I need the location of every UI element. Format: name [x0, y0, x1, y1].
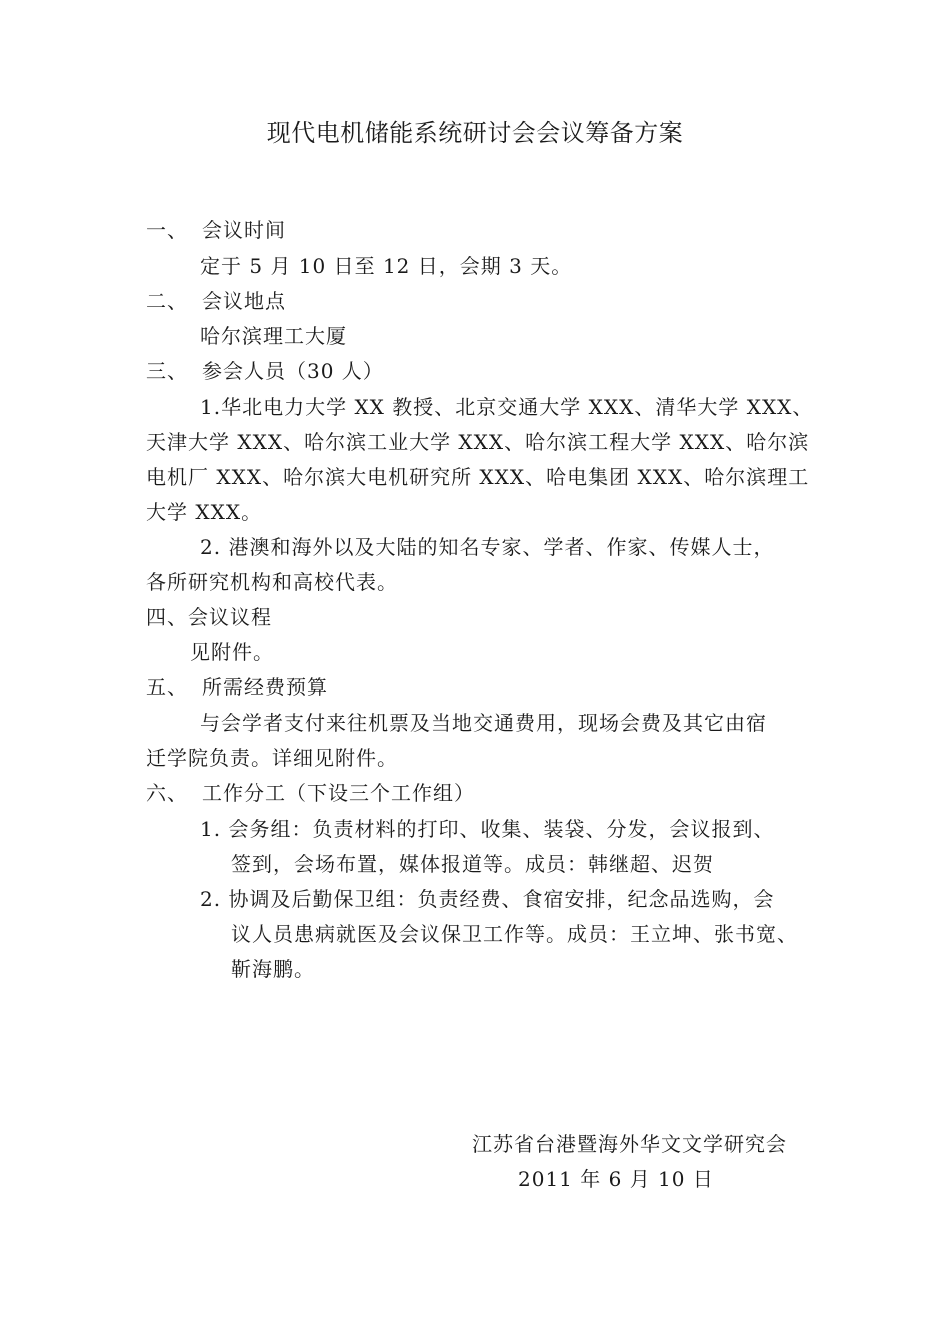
- signature-date: 2011 年 6 月 10 日: [518, 1167, 714, 1191]
- section-2-line-1: 哈尔滨理工大厦: [200, 324, 347, 348]
- section-3-line-6: 各所研究机构和高校代表。: [146, 570, 398, 594]
- section-number: 六、: [146, 781, 188, 805]
- section-5-line-2: 迁学院负责。详细见附件。: [146, 746, 398, 770]
- section-number: 四、: [146, 605, 188, 629]
- section-title: 会议议程: [188, 605, 272, 629]
- section-title: 工作分工（下设三个工作组）: [202, 781, 475, 805]
- section-6-heading: [146, 779, 475, 807]
- section-4-heading: [146, 603, 272, 631]
- section-number: 五、: [146, 675, 188, 699]
- section-title: 参会人员（30 人）: [202, 359, 384, 383]
- section-2-heading: [146, 287, 286, 315]
- section-1-heading: [146, 216, 286, 244]
- section-3-line-1: 1.华北电力大学 XX 教授、北京交通大学 XXX、清华大学 XXX、: [200, 395, 814, 419]
- section-title: 会议地点: [202, 289, 286, 313]
- section-5-line-1: 与会学者支付来往机票及当地交通费用，现场会费及其它由宿: [200, 711, 767, 735]
- section-5-heading: [146, 673, 328, 701]
- section-3-line-5: 2. 港澳和海外以及大陆的知名专家、学者、作家、传媒人士，: [200, 535, 775, 559]
- section-number: 二、: [146, 289, 188, 313]
- section-6-line-2: 签到，会场布置，媒体报道等。成员：韩继超、迟贺: [231, 852, 714, 876]
- section-number: 一、: [146, 218, 188, 242]
- section-title: 会议时间: [202, 218, 286, 242]
- section-title: 所需经费预算: [202, 675, 328, 699]
- section-1-line-1: 定于 5 月 10 日至 12 日，会期 3 天。: [200, 254, 573, 278]
- section-6-line-4: 议人员患病就医及会议保卫工作等。成员：王立坤、张书宽、: [231, 922, 798, 946]
- section-number: 三、: [146, 359, 188, 383]
- signature-organization: 江苏省台港暨海外华文文学研究会: [472, 1132, 787, 1156]
- section-6-line-5: 靳海鹏。: [231, 957, 315, 981]
- section-3-heading: [146, 357, 384, 385]
- document-title: 现代电机储能系统研讨会会议筹备方案: [266, 119, 684, 147]
- section-6-line-3: 2. 协调及后勤保卫组：负责经费、食宿安排，纪念品选购，会: [200, 887, 775, 911]
- section-3-line-4: 大学 XXX。: [146, 500, 263, 524]
- section-4-line-1: 见附件。: [190, 640, 274, 664]
- section-3-line-2: 天津大学 XXX、哈尔滨工业大学 XXX、哈尔滨工程大学 XXX、哈尔滨: [146, 430, 810, 454]
- section-3-line-3: 电机厂 XXX、哈尔滨大电机研究所 XXX、哈电集团 XXX、哈尔滨理工: [146, 465, 810, 489]
- section-6-line-1: 1. 会务组：负责材料的打印、收集、装袋、分发，会议报到、: [200, 817, 775, 841]
